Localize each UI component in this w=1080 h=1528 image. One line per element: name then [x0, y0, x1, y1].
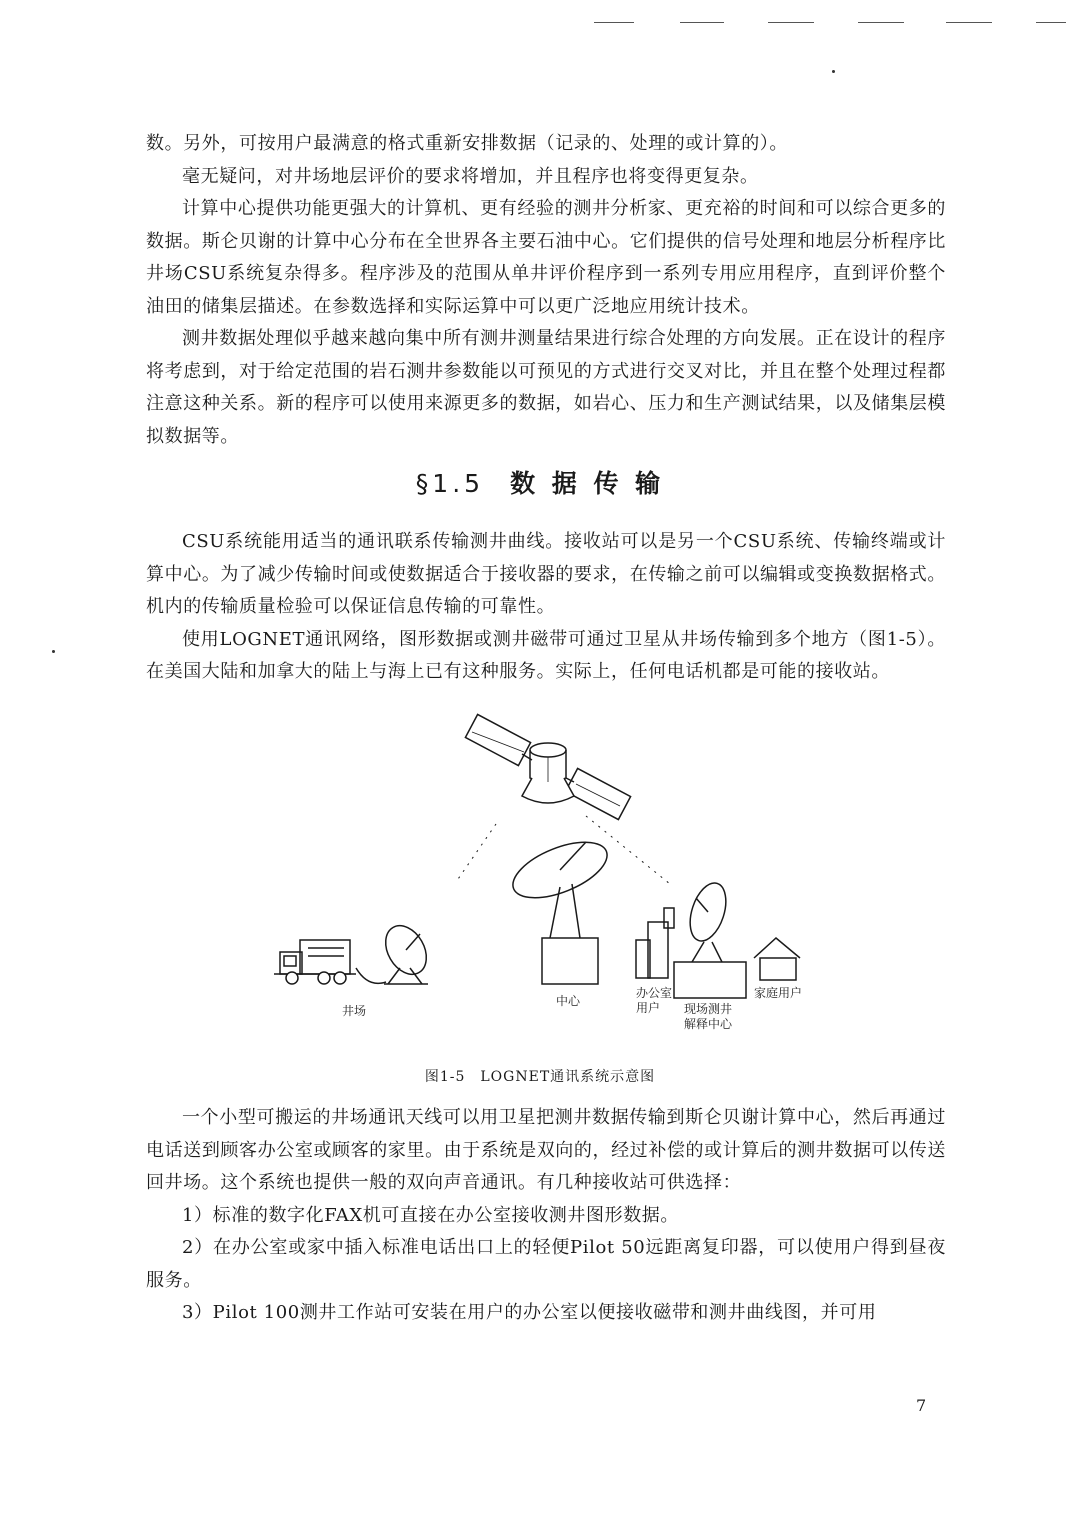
paragraph: 数。另外，可按用户最满意的格式重新安排数据（记录的、处理的或计算的）。	[146, 133, 788, 154]
section-number: §1.5	[415, 469, 485, 498]
header-rule	[594, 22, 634, 23]
text-block-middle	[146, 526, 946, 689]
scan-speck	[52, 650, 55, 653]
label-center: 中心	[556, 994, 581, 1008]
label-office	[636, 986, 672, 1016]
list-item: 2）在办公室或家中插入标准电话出口上的轻便Pilot 50远距离复印器，可以使用户得到昼夜服务。	[146, 1237, 946, 1291]
text-block-bottom	[146, 1102, 946, 1330]
label-office-line1: 办公室	[636, 986, 673, 1000]
satellite-icon	[465, 714, 630, 819]
paragraph: CSU系统能用适当的通讯联系传输测井曲线。接收站可以是另一个CSU系统、传输终端或计算中心。为了减少传输时间或使数据适合于接收器的要求，在传输之前可以编辑或变换数据格式。机内的传输质量检验可以保证信息传输的可靠性。	[146, 531, 946, 617]
signal-lines	[456, 816, 670, 884]
figure-lognet	[260, 712, 820, 1052]
figure-caption: 图1-5 LOGNET通讯系统示意图	[424, 1069, 656, 1085]
label-field-center	[684, 1002, 732, 1032]
header-rule	[946, 22, 992, 23]
section-heading	[0, 464, 1080, 500]
logging-truck-icon	[274, 940, 386, 984]
home-icon	[754, 938, 800, 980]
lognet-diagram	[260, 712, 820, 1052]
header-rule	[768, 22, 814, 23]
label-home: 家庭用户	[754, 986, 803, 1000]
label-field-line1: 现场测井	[684, 1002, 733, 1016]
header-rule	[680, 22, 724, 23]
office-building-icon	[636, 908, 674, 978]
label-office-line2: 用户	[636, 1001, 661, 1015]
scan-speck	[832, 70, 835, 73]
list-item: 3）Pilot 100测井工作站可安装在用户的办公室以便接收磁带和测井曲线图，并可用	[182, 1302, 877, 1323]
paragraph: 毫无疑问，对井场地层评价的要求将增加，并且程序也将变得更复杂。	[182, 165, 759, 187]
field-center-dish-icon	[674, 879, 746, 998]
list-item: 1）标准的数字化FAX机可直接在办公室接收测井图形数据。	[182, 1204, 679, 1226]
center-dish-icon	[505, 831, 614, 984]
paragraph: 测井数据处理似乎越来越向集中所有测井测量结果进行综合处理的方向发展。正在设计的程序将考虑到，对于给定范围的岩石测井参数能以可预见的方式进行交叉对比，并且在整个处理过程都注意这种关系。新的程序可以使用来源更多的数据，如岩心、压力和生产测试结果，以及储集层模拟数据等。	[146, 328, 946, 447]
paragraph: 使用LOGNET通讯网络，图形数据或测井磁带可通过卫星从井场传输到多个地方（图1-5）。在美国大陆和加拿大的陆上与海上已有这种服务。实际上，任何电话机都是可能的接收站。	[146, 628, 946, 682]
text-block-top	[146, 128, 946, 453]
paragraph: 计算中心提供功能更强大的计算机、更有经验的测井分析家、更充裕的时间和可以综合更多的数据。斯仑贝谢的计算中心分布在全世界各主要石油中心。它们提供的信号处理和地层分析程序比井场CSU系统复杂得多。程序涉及的范围从单井评价程序到一系列专用应用程序，直到评价整个油田的储集层描述。在参数选择和实际运算中可以更广泛地应用统计技术。	[146, 198, 946, 317]
paragraph: 一个小型可搬运的井场通讯天线可以用卫星把测井数据传输到斯仑贝谢计算中心，然后再通过电话送到顾客办公室或顾客的家里。由于系统是双向的，经过补偿的或计算后的测井数据可以传送回井场。这个系统也提供一般的双向声音通讯。有几种接收站可供选择：	[146, 1107, 946, 1193]
header-rule	[1036, 22, 1066, 23]
wellsite-antenna-icon	[377, 918, 434, 984]
header-rule	[858, 22, 904, 23]
section-title: 数 据 传 输	[510, 469, 665, 498]
label-wellsite: 井场	[342, 1004, 367, 1018]
label-field-line2: 解释中心	[684, 1017, 733, 1031]
page-number: 7	[916, 1396, 927, 1415]
